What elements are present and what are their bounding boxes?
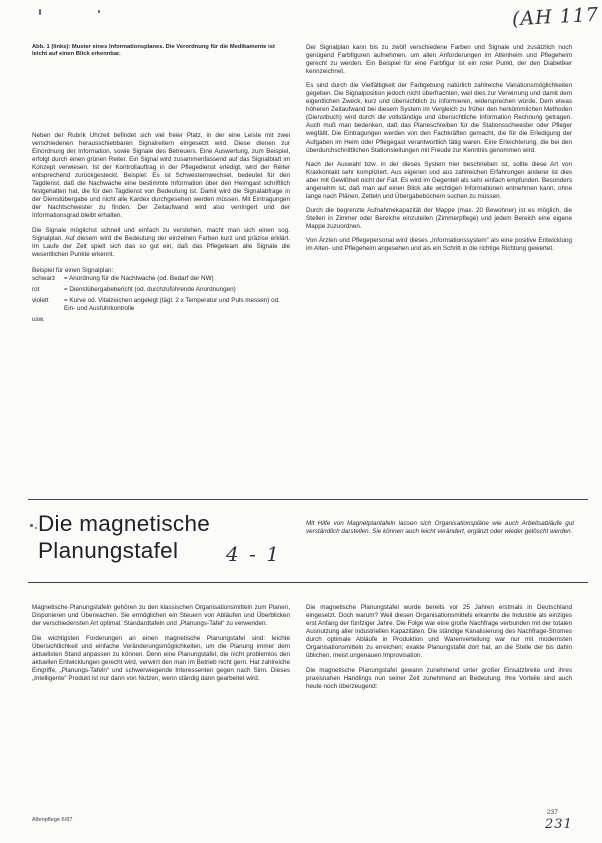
handwritten-heading-note: 4 - 1 (226, 542, 281, 566)
divider-line (28, 499, 588, 500)
article-title (38, 510, 210, 564)
body-paragraph: Von Ärzten und Pflegepersonal wird dieses „Informationssystem“ als eine positive Entwicklung im Alten- und Pflegeheim angesehen und als ein Schritt in die richtige Richtung gewertet. (306, 236, 572, 253)
signal-meaning: = Anordnung für die Nachtwache (od. Bedarf der NW) (64, 274, 214, 282)
signal-plan-heading: Beispiel für einen Signalplan: (32, 266, 114, 274)
footer-source: Altenpflege 6/87 (32, 817, 73, 823)
top-left-column (32, 132, 290, 324)
signal-meaning: = Kurve od. Vitalzeichen angelegt (tägl. 2 x Temperatur und Puls messen) od. Ein- und Ausfuhrkontrolle (64, 296, 280, 312)
body-paragraph: Durch die begrenzte Aufnahmekapazität der Mappe (max. 20 Bewohner) ist es möglich, die Stellen in Zimmer oder Bereiche einzuteilen (Zimmerpflege) und jedem Bereich eine eigene Mappe zuzuordnen. (306, 206, 572, 230)
body-paragraph: Der Signalplan kann bis zu zwölf verschiedene Farben und Signale und zusätzlich noch genügend Farbfiguren aufnehmen, um allen Anforderungen im Altenheim und Pflegeheim gerecht zu werden. Ein Beispiel für eine Farbfigur ist ein roter Punkt, der den Diabetiker kennzeichnet. (306, 44, 572, 76)
body-paragraph: Magnetische Planungstafeln gehören zu den klassischen Organisationsmitteln zum Planen, Disponieren und Überwachen. Sie ermöglichen ein Steuern von Abläufen und Überblicken der verschiedensten Art optimal. Standardtafeln und „Planungs-Tafel“ zu verwenden. (32, 604, 290, 628)
body-paragraph: Die Signale möglichst schnell und einfach zu verstehen, macht man sich einen sog. Signalplan. Auf diesem wird die Bedeutung der einzelnen Farben kurz und präzise erklärt. Im Laufe der Zeit spielt sich das so gut ein, daß das Pflegeteam alle Signale die wesentlichen Punkte erkennt. (32, 226, 290, 258)
signal-plan-example (32, 267, 290, 324)
signal-color: schwarz (32, 274, 56, 282)
body-paragraph: Die wichtigsten Forderungen an einen magnetische Planungstafel sind: leichte Übersichtlichkeit und einfache Veränderungsmöglichkeiten, um die Planung immer dem aktuellsten Stand anpassen zu können. Denn eine Planungstafel, die nicht problemlos den aktuellen Entwicklungen gerecht wird, verwirrt den man im Betrieb nicht gern. Hat zahlreiche Eingriffe, „Planungs-Tafeln“ und schwerwiegende Interessenten gegen nach Sinn. Dieses „Intelligente“ Produkt ist nur dann von Nutzen, wenn ständig dann gearbeitet wird. (32, 635, 290, 683)
figure-caption: Abb. 1 (links): Muster eines Informationsplanes. Die Verordnung für die Medikamente ist leicht auf einen Blick erkennbar. (32, 44, 275, 58)
footer-page-number: 237 (547, 809, 558, 816)
scan-speck (30, 524, 33, 527)
article-title-line: Planungstafel (38, 538, 179, 563)
body-paragraph: Die magnetische Planungstafel wurde bereits vor 25 Jahren erstmals in Deutschland eingesetzt. Doch warum? Weil diesen Organisationsmittels erkannte die Industrie als einziges erst Anfang der fünfziger Jahre. Die Folge war eine große Nachfrage verbunden mit der totalen Ausnutzung aller industriellen Kapazitäten. Die ständige Kanalisierung des Nachfrage-Stromes durch optimale Abläufe in Produktion und Warenverteilung war nur mit modernsten Organisationsmitteln zu erreichen; exakte Planungstafel dort hat, an die Stelle der bis dahin üblichen, meist ungenauen Improvisation. (306, 604, 572, 660)
scan-speck (35, 527, 37, 529)
handwritten-archive-label: (AH 117 (511, 3, 600, 31)
signal-color: rot (32, 285, 40, 293)
top-right-column (306, 44, 572, 253)
handwritten-page-number: 231 (545, 817, 573, 832)
signal-meaning: = Dienstübergabebericht (od. durchzuführende Anordnungen) (64, 285, 236, 293)
signal-plan-row (32, 275, 290, 283)
scan-speck (98, 10, 100, 13)
scan-speck (39, 9, 41, 15)
signal-plan-row (32, 286, 290, 294)
body-paragraph: Neben der Rubrik Uhrzeit befindet sich viel freier Platz, in der eine Leiste mit zwei verschiedenen herausschiebbaren Signalreitern eingesetzt wird. Diese dienen zur Einordnung der Information, sowie Signale des Betreuers. Eine Auswertung, zum Beispiel, erfolgt durch einen grünen Reiter. Ein Signal wird zusammenfassend auf das Signalblatt im Konzept verwiesen. Ist der Kontrollauftrag in der Pflegedienst erledigt, wird der Reiter entsprechend zurückgesteckt. Beispiel: Es ist Schwesternwechsel, bedeutet für den Tagdienst, daß die Nachwache eine bestimmte Information über den Heimgast schriftlich festgehalten hat, die für den Tagdienst von Bedeutung ist. Damit wird die Signalabfrage in der Dienstübergabe und nicht alle Kardex durchgesehen werden müssen. Mit Eintragungen der Nachtschwester zu finden. Der Zeitaufwand wird also verringert und der Informationsgrad bleibt erhalten. (32, 132, 290, 220)
article-right-column (306, 604, 572, 691)
body-paragraph: Die magnetische Planungstafel gewann zunehmend unter großer Einsatzbreite und ihres praxisnahen Handlings nun seiner Zeit zunehmend an Bedeutung. Ihre Vorteile sind auch heute noch überzeugend: (306, 667, 572, 691)
signal-color: violett (32, 296, 49, 304)
signal-plan-row (32, 297, 290, 313)
article-left-column (32, 604, 290, 683)
body-paragraph: Es sind durch die Vielfältigkeit der Farbgebung natürlich zahlreiche Variationsmöglichkeiten gegeben. Die Signalposition jedoch nicht überfrachten, weil dies zur Verwirrung und damit dem eigentlichen Zweck, kurz und übersichtlich zu informieren, widersprechen würde. Dem etwas höheren Zeitaufwand bei diesem System im Vergleich zu früher den herkömmlichen Methoden (Dienstbuch) wird durch die vollständige und übersichtliche Information Rechnung getragen. Auch muß man bedenken, daß das Planeschreiben für die Stationsschwester oder Pfleger wegfällt. Die Eintragungen werden von den Fachkräften gemacht, die für die Erledigung der Aufgaben im Heim oder Pflegegast verantwortlich tätig waren. Eine Erleichterung, die bei den überdurchschnittlichen Stationsleitungen mit Freude zur Kenntnis genommen wird. (306, 82, 572, 154)
divider-line (28, 582, 588, 583)
signal-meaning (64, 316, 290, 324)
signal-color: usw. (32, 315, 45, 323)
article-intro: Mit Hilfe von Magnetplantafeln lassen sich Organisationspläne wie auch Arbeitsabläufe gut verständlich darstellen. Sie können auch leicht verändert, ergänzt oder wieder gelöscht werden. (306, 520, 574, 536)
body-paragraph: Nach der Auswahl bzw. in der dieses System hier beschrieben ist, sollte diese Art von Kraxkontakt sehr kompliziert. Aus eigenen und aus zahlreichen Erfahrungen anderer ist dies aber mit Gewißheit nicht der Fall. Es wird im Gegenteil als sehr einfach empfunden. Besonders angenehm ist, daß man auf einen Blick alle wichtigen Informationen entnehmen kann, ohne lange nach Plänen, Zetteln und Übergabebüchern suchen zu müssen. (306, 160, 572, 200)
article-title-line: Die magnetische (38, 511, 211, 536)
signal-plan-row (32, 316, 290, 324)
